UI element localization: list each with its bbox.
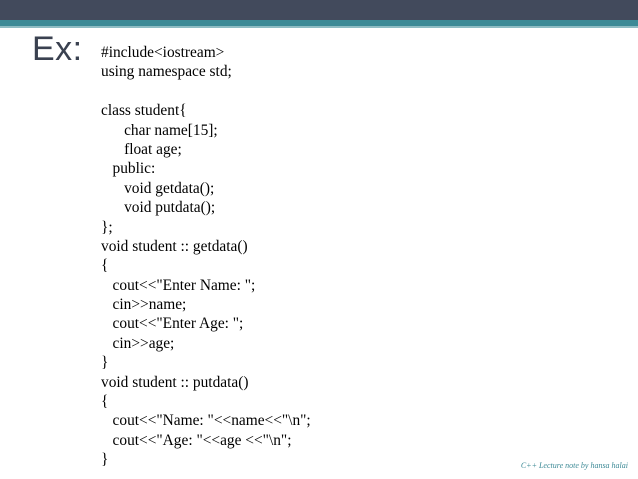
code-line: } bbox=[101, 451, 109, 469]
slide-title: Ex: bbox=[32, 30, 83, 68]
code-line: cout<<"Enter Age: "; bbox=[101, 315, 244, 333]
code-line: void getdata(); bbox=[101, 179, 215, 197]
code-line: void student :: putdata() bbox=[101, 373, 249, 391]
code-line: void putdata(); bbox=[101, 199, 216, 217]
code-line bbox=[101, 82, 311, 101]
code-block bbox=[101, 43, 311, 470]
code-line: float age; bbox=[101, 140, 182, 158]
code-line: char name[15]; bbox=[101, 121, 218, 139]
code-line: cout<<"Age: "<<age <<"\n"; bbox=[101, 431, 292, 449]
code-line: { bbox=[101, 257, 109, 275]
code-line: using namespace std; bbox=[101, 63, 232, 81]
code-line: cout<<"Enter Name: "; bbox=[101, 276, 256, 294]
code-line: cout<<"Name: "<<name<<"\n"; bbox=[101, 412, 311, 430]
code-line: class student{ bbox=[101, 102, 187, 120]
header-bar bbox=[0, 0, 638, 20]
code-line: public: bbox=[101, 160, 156, 178]
code-line: } bbox=[101, 354, 109, 372]
code-line: cin>>name; bbox=[101, 296, 187, 314]
header-accent-line bbox=[0, 26, 638, 28]
slide-footer: C++ Lecture note by hansa halai bbox=[520, 461, 628, 470]
code-line: }; bbox=[101, 218, 113, 236]
code-line: cin>>age; bbox=[101, 334, 175, 352]
code-line: #include<iostream> bbox=[101, 44, 225, 61]
code-line: { bbox=[101, 393, 109, 411]
code-line: void student :: getdata() bbox=[101, 237, 248, 255]
